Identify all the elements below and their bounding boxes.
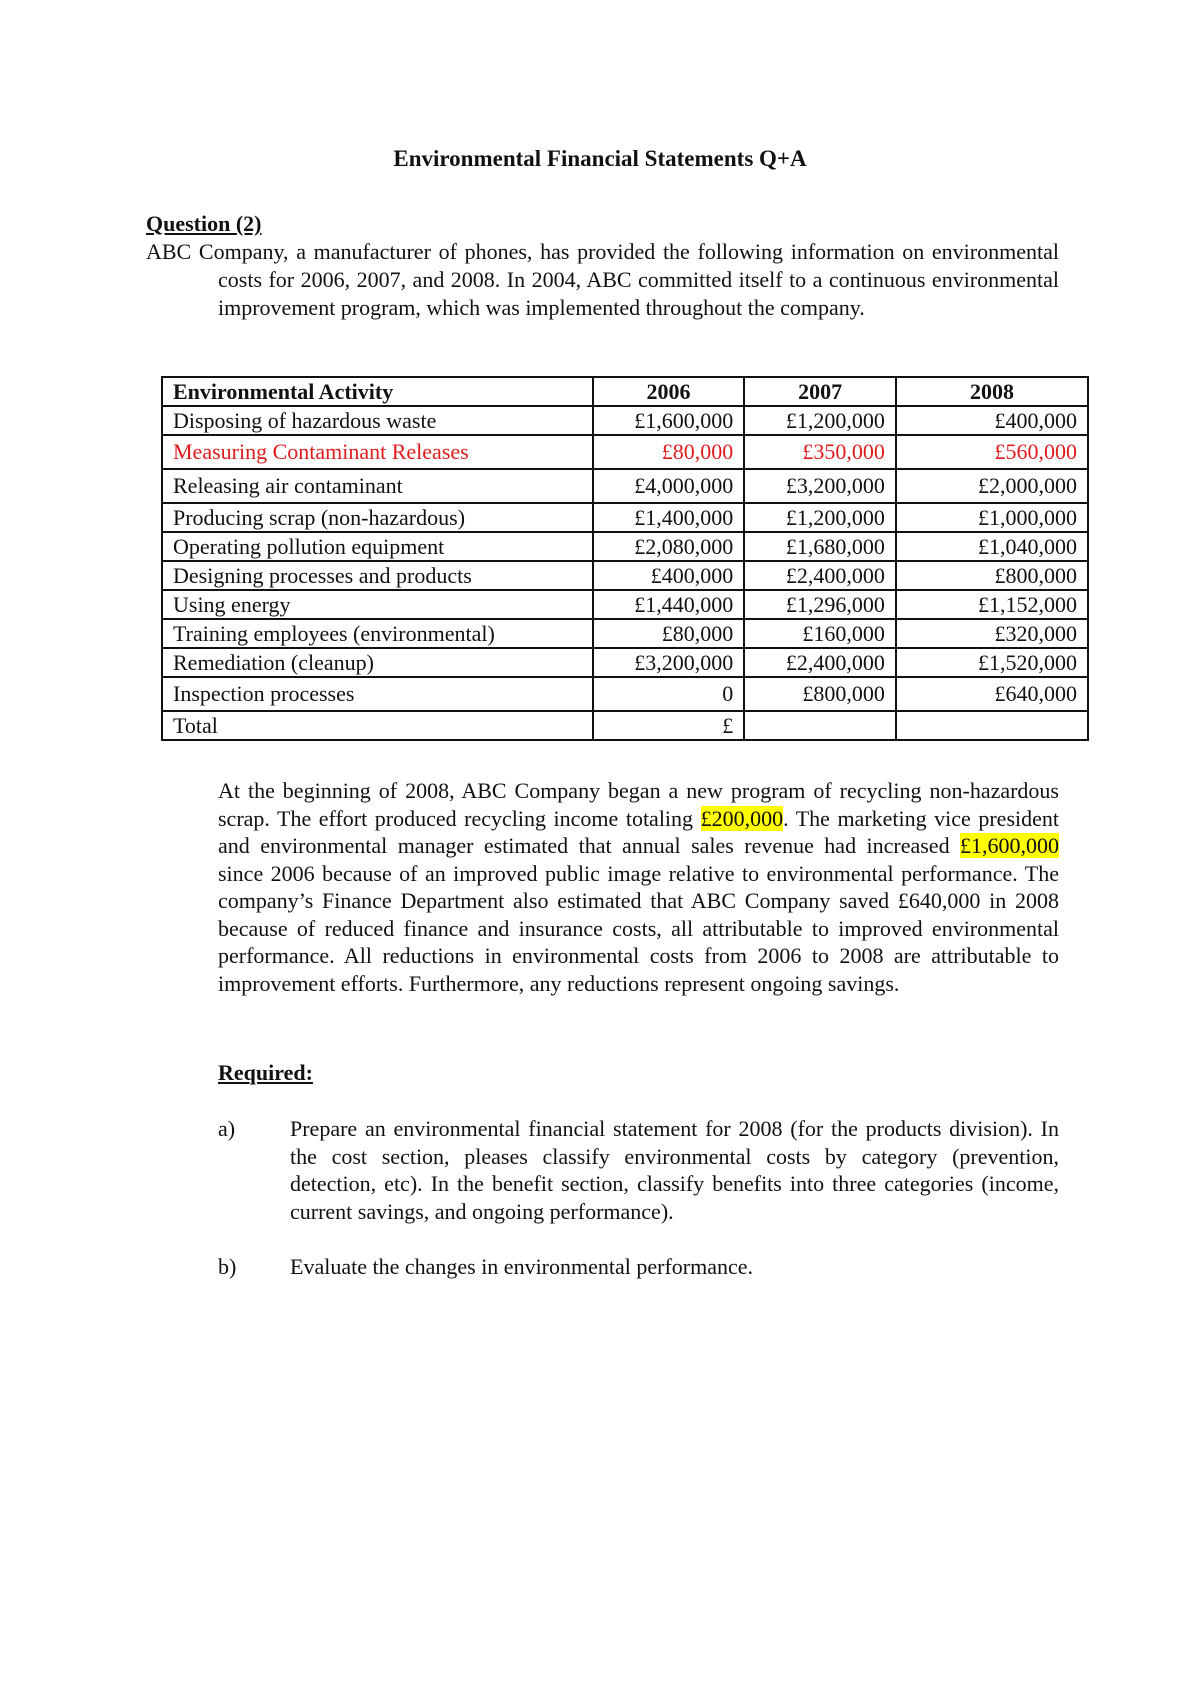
value-2007: £350,000 (744, 435, 896, 469)
value-2007: £1,200,000 (744, 406, 896, 435)
table-row (162, 406, 1088, 435)
value-2008: £1,000,000 (896, 503, 1088, 532)
table-row-total (162, 711, 1088, 740)
value-2006: £3,200,000 (593, 648, 745, 677)
value-2006: £4,000,000 (593, 469, 745, 503)
value-2008: £560,000 (896, 435, 1088, 469)
value-2007: £800,000 (744, 677, 896, 711)
required-item-b (218, 1253, 1059, 1281)
total-2007 (744, 711, 896, 740)
value-2006: £80,000 (593, 435, 745, 469)
activity-cell: Designing processes and products (162, 561, 593, 590)
value-2007: £2,400,000 (744, 648, 896, 677)
table-row (162, 648, 1088, 677)
table-row-highlighted (162, 435, 1088, 469)
value-2008: £1,040,000 (896, 532, 1088, 561)
value-2008: £400,000 (896, 406, 1088, 435)
paragraph-text: . The marketing vice president and environmental manager estimated that annual sales revenue had increased (218, 805, 1059, 858)
table-row (162, 561, 1088, 590)
highlighted-income: £200,000 (700, 805, 784, 831)
activity-cell: Remediation (cleanup) (162, 648, 593, 677)
value-2008: £1,520,000 (896, 648, 1088, 677)
header-activity: Environmental Activity (162, 377, 593, 406)
item-text: Evaluate the changes in environmental performance. (290, 1254, 754, 1279)
value-2008: £800,000 (896, 561, 1088, 590)
value-2008: £640,000 (896, 677, 1088, 711)
table-row (162, 677, 1088, 711)
activity-cell: Operating pollution equipment (162, 532, 593, 561)
value-2007: £1,296,000 (744, 590, 896, 619)
required-heading: Required: (218, 1060, 313, 1085)
document-title: Environmental Financial Statements Q+A (393, 146, 807, 171)
paragraph-text: At the beginning of 2008, ABC Company began a new program of recycling non-hazardous scrap. The effort produced recycling income totaling (218, 778, 1059, 831)
value-2008: £2,000,000 (896, 469, 1088, 503)
table-row (162, 503, 1088, 532)
item-marker: b) (218, 1254, 237, 1279)
header-2008: 2008 (896, 377, 1088, 406)
intro-paragraph: ABC Company, a manufacturer of phones, has provided the following information on environmental costs for 2006, 2007, and 2008. In 2004, ABC committed itself to a continuous environmental improvement program, which was implemented throughout the company. (146, 239, 1059, 320)
value-2007: £3,200,000 (744, 469, 896, 503)
activity-cell: Training employees (environmental) (162, 619, 593, 648)
activity-cell: Using energy (162, 590, 593, 619)
value-2007: £1,200,000 (744, 503, 896, 532)
table-row (162, 532, 1088, 561)
activity-cell: Producing scrap (non-hazardous) (162, 503, 593, 532)
table-row (162, 590, 1088, 619)
value-2007: £2,400,000 (744, 561, 896, 590)
header-2007: 2007 (744, 377, 896, 406)
value-2006: 0 (593, 677, 745, 711)
item-marker: a) (218, 1116, 236, 1141)
value-2006: £1,600,000 (593, 406, 745, 435)
value-2006: £1,440,000 (593, 590, 745, 619)
environmental-costs-table (161, 376, 1089, 741)
header-2006: 2006 (593, 377, 745, 406)
value-2006: £2,080,000 (593, 532, 745, 561)
activity-cell: Releasing air contaminant (162, 469, 593, 503)
item-text: Prepare an environmental financial statement for 2008 (for the products division). In the cost section, pleases classify environmental costs by category (prevention, detection, etc). In the benefit section, classify benefits into three categories (income, current savings, and ongoing performance). (290, 1116, 1059, 1224)
total-2006: £ (593, 711, 745, 740)
activity-cell: Disposing of hazardous waste (162, 406, 593, 435)
question-heading: Question (2) (146, 211, 262, 236)
table-row (162, 619, 1088, 648)
total-2008 (896, 711, 1088, 740)
value-2007: £1,680,000 (744, 532, 896, 561)
paragraph-text: since 2006 because of an improved public image relative to environmental performance. The company’s Finance Department also estimated that ABC Company saved £640,000 in 2008 because of reduced finance and insurance costs, all attributable to improved environmental performance. All reductions in environmental costs from 2006 to 2008 are attributable to improvement efforts. Furthermore, any reductions represent ongoing savings. (218, 860, 1059, 996)
required-item-a (218, 1115, 1059, 1225)
value-2008: £320,000 (896, 619, 1088, 648)
value-2006: £1,400,000 (593, 503, 745, 532)
total-label: Total (162, 711, 593, 740)
activity-cell: Measuring Contaminant Releases (162, 435, 593, 469)
value-2006: £80,000 (593, 619, 745, 648)
value-2008: £1,152,000 (896, 590, 1088, 619)
activity-cell: Inspection processes (162, 677, 593, 711)
highlighted-revenue: £1,600,000 (960, 833, 1059, 858)
value-2006: £400,000 (593, 561, 745, 590)
table-header-row (162, 377, 1088, 406)
table-row (162, 469, 1088, 503)
program-paragraph (218, 777, 1059, 997)
value-2007: £160,000 (744, 619, 896, 648)
